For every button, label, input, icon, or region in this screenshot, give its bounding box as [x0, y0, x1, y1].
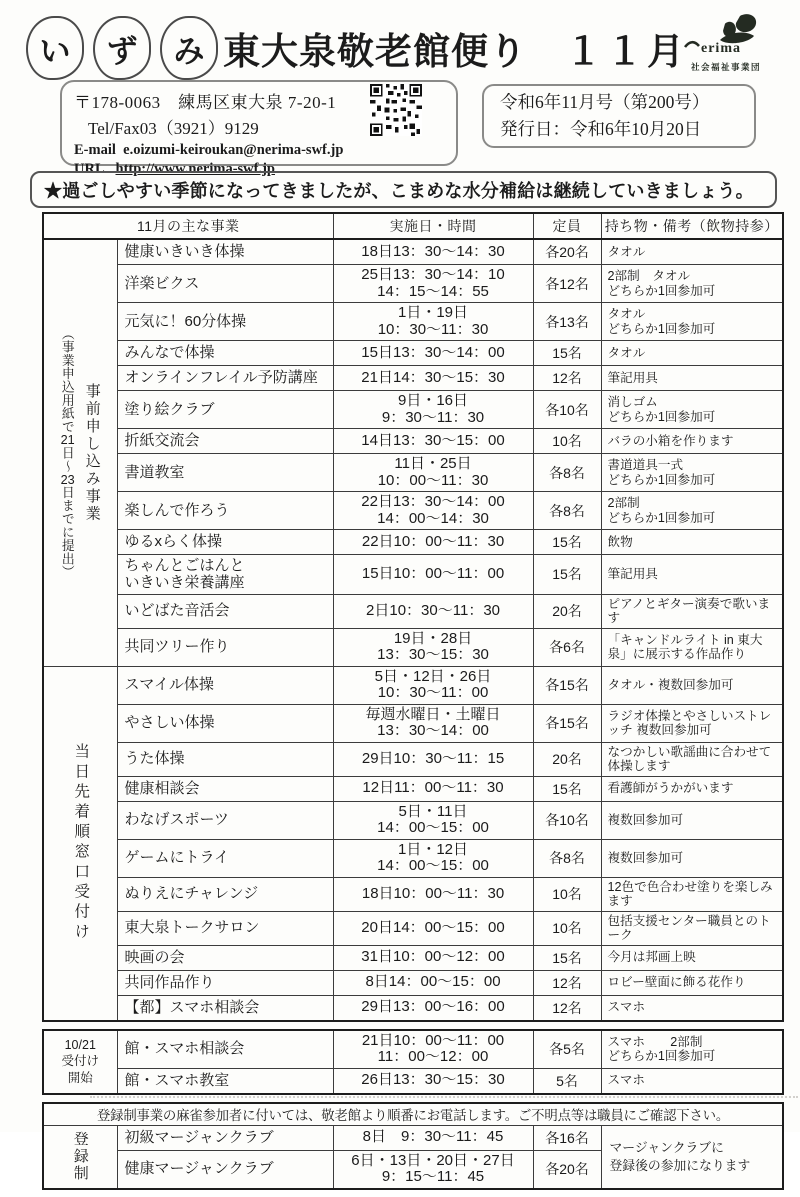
- email-line: [74, 142, 446, 159]
- program-name-cell: 共同作品作り: [117, 970, 333, 995]
- notes-cell: なつかしい歌謡曲に合わせて体操します: [601, 742, 783, 776]
- capacity-cell: 20名: [533, 742, 601, 776]
- header-notes: 持ち物・備考（飲物持参）: [601, 213, 783, 239]
- table-row: [43, 454, 783, 492]
- notes-cell: 筆記用具: [601, 366, 783, 391]
- schedule-cell: 22日10：00～11：30: [333, 530, 533, 555]
- capacity-cell: 各15名: [533, 666, 601, 704]
- issue-edition: 令和6年11月号（第200号）: [500, 91, 710, 112]
- schedule-cell: 21日10：00～11：00 11：00～12：00: [333, 1030, 533, 1069]
- capacity-cell: 10名: [533, 877, 601, 911]
- section-label-registration: [43, 1125, 117, 1189]
- capacity-cell: 12名: [533, 970, 601, 995]
- table-row: [43, 530, 783, 555]
- seasonal-notice: ★過ごしやすい季節になってきましたが、こまめな水分補給は継続していきましょう。: [30, 171, 777, 208]
- notes-cell: スマホ: [601, 995, 783, 1021]
- notes-cell: 複数回参加可: [601, 801, 783, 839]
- program-name-cell: ゲームにトライ: [117, 839, 333, 877]
- notes-cell: 包括支援センター職員とのトーク: [601, 911, 783, 945]
- notes-cell: タオル・複数回参加可: [601, 666, 783, 704]
- schedule-cell: 18日10：00～11：30: [333, 877, 533, 911]
- section-label-wrap: [44, 327, 117, 579]
- note-row: [43, 1103, 783, 1126]
- schedule-cell: 26日13：30～15：30: [333, 1068, 533, 1094]
- section-label-wrap: [44, 743, 117, 943]
- program-name-cell: ちゃんとごはんと いきいき栄養講座: [117, 555, 333, 595]
- schedule-cell: 8日14：00～15：00: [333, 970, 533, 995]
- table-row: [43, 1030, 783, 1069]
- schedule-cell: 2日10：30～11：30: [333, 594, 533, 628]
- capacity-cell: 各8名: [533, 492, 601, 530]
- issue-published-date: 発行日：令和6年10月20日: [500, 119, 702, 139]
- capacity-cell: 12名: [533, 366, 601, 391]
- notes-cell: 書道道具一式 どちらか1回参加可: [601, 454, 783, 492]
- program-name-cell: 共同ツリー作り: [117, 628, 333, 666]
- capacity-cell: 各15名: [533, 704, 601, 742]
- table-row: [43, 265, 783, 303]
- nerima-logo: [678, 14, 774, 73]
- reception-start-table: [42, 1029, 784, 1095]
- capacity-cell: 5名: [533, 1068, 601, 1094]
- schedule-tables: [42, 212, 782, 1197]
- postal-address: 〒178-0063 練馬区東大泉 7-20-1: [74, 93, 337, 112]
- table-row: [43, 839, 783, 877]
- program-name-cell: 折紙交流会: [117, 429, 333, 454]
- program-name-cell: 映画の会: [117, 945, 333, 970]
- notes-cell: 2部制 タオル どちらか1回参加可: [601, 265, 783, 303]
- tulip-logo-icon: [680, 14, 772, 58]
- capacity-cell: 10名: [533, 911, 601, 945]
- program-name-cell: 東大泉トークサロン: [117, 911, 333, 945]
- schedule-cell: 12日11：00～11：30: [333, 776, 533, 801]
- main-program-table: [42, 212, 784, 1022]
- schedule-cell: 29日10：30～11：15: [333, 742, 533, 776]
- registration-note: 登録制事業の麻雀参加者に付いては、敬老館より順番にお電話します。ご不明点等は職員にご確認下さい。: [43, 1103, 783, 1126]
- schedule-cell: 14日13：30～15：00: [333, 429, 533, 454]
- capacity-cell: 各6名: [533, 628, 601, 666]
- table-row: [43, 704, 783, 742]
- page-title: 東大泉敬老館便り: [223, 32, 527, 73]
- header-capacity: 定員: [533, 213, 601, 239]
- program-name-cell: 館・スマホ相談会: [117, 1030, 333, 1069]
- schedule-cell: 18日13：30～14：30: [333, 239, 533, 265]
- capacity-cell: 15名: [533, 555, 601, 595]
- section-title: 登録制: [71, 1131, 89, 1182]
- schedule-cell: 1日・19日 10：30～11：30: [333, 303, 533, 341]
- capacity-cell: 各10名: [533, 391, 601, 429]
- notes-cell: 看護師がうかがいます: [601, 776, 783, 801]
- table-row: [43, 970, 783, 995]
- program-name-cell: ゆるxらく体操: [117, 530, 333, 555]
- section-title: 当日先着順窓口受付け: [72, 743, 90, 943]
- section-title: 事前申し込み事業: [83, 382, 101, 523]
- url-label: URL: [74, 161, 105, 177]
- capacity-cell: 各20名: [533, 1150, 601, 1189]
- program-name-cell: 元気に！60分体操: [117, 303, 333, 341]
- schedule-cell: 29日13：00～16：00: [333, 995, 533, 1021]
- table-row: [43, 945, 783, 970]
- table-row: [43, 877, 783, 911]
- program-name-cell: スマイル体操: [117, 666, 333, 704]
- notes-cell: タオル どちらか1回参加可: [601, 303, 783, 341]
- capacity-cell: 各20名: [533, 239, 601, 265]
- circled-char-mi: み: [160, 16, 218, 80]
- program-name-cell: いどばた音活会: [117, 594, 333, 628]
- program-name-cell: 塗り絵クラブ: [117, 391, 333, 429]
- circled-char-zu: ず: [93, 16, 151, 80]
- perforation-line: [90, 1096, 798, 1098]
- table-row: [43, 492, 783, 530]
- notes-cell: 複数回参加可: [601, 839, 783, 877]
- program-name-cell: うた体操: [117, 742, 333, 776]
- table-row: [43, 594, 783, 628]
- table-row: [43, 341, 783, 366]
- schedule-cell: 15日13：30～14：00: [333, 341, 533, 366]
- program-name-cell: 健康マージャンクラブ: [117, 1150, 333, 1189]
- program-name-cell: 健康相談会: [117, 776, 333, 801]
- program-name-cell: やさしい体操: [117, 704, 333, 742]
- program-name-cell: 書道教室: [117, 454, 333, 492]
- registration-table: [42, 1102, 784, 1190]
- logo-subtitle: 社会福祉事業団: [690, 62, 761, 72]
- program-name-cell: オンラインフレイル予防講座: [117, 366, 333, 391]
- capacity-cell: 各12名: [533, 265, 601, 303]
- qr-code: [370, 84, 422, 136]
- program-name-cell: 【都】スマホ相談会: [117, 995, 333, 1021]
- capacity-cell: 各13名: [533, 303, 601, 341]
- program-name-cell: みんなで体操: [117, 341, 333, 366]
- table-row: [43, 1068, 783, 1094]
- tel-fax: Tel/Fax03（3921）9129: [88, 119, 259, 138]
- table-row: [43, 742, 783, 776]
- program-name-cell: 健康いきいき体操: [117, 239, 333, 265]
- notes-cell: 飲物: [601, 530, 783, 555]
- notes-cell: 筆記用具: [601, 555, 783, 595]
- table-row: [43, 555, 783, 595]
- capacity-cell: 各8名: [533, 839, 601, 877]
- program-name-cell: わなげスポーツ: [117, 801, 333, 839]
- schedule-cell: 6日・13日・20日・27日 9：15～11：45: [333, 1150, 533, 1189]
- email-address: e.oizumi-keiroukan@nerima-swf.jp: [123, 142, 344, 158]
- schedule-cell: 5日・11日 14：00～15：00: [333, 801, 533, 839]
- schedule-cell: 5日・12日・26日 10：30～11：00: [333, 666, 533, 704]
- table-row: [43, 911, 783, 945]
- capacity-cell: 20名: [533, 594, 601, 628]
- capacity-cell: 15名: [533, 945, 601, 970]
- table-row: [43, 995, 783, 1021]
- table-row: [43, 801, 783, 839]
- notes-cell: バラの小箱を作ります: [601, 429, 783, 454]
- capacity-cell: 15名: [533, 530, 601, 555]
- section-label-same-day: [43, 666, 117, 1021]
- capacity-cell: 各10名: [533, 801, 601, 839]
- capacity-cell: 15名: [533, 341, 601, 366]
- capacity-cell: 各16名: [533, 1125, 601, 1150]
- program-name-cell: 洋楽ビクス: [117, 265, 333, 303]
- circled-char-i: い: [26, 16, 84, 80]
- notes-cell: 12色で色合わせ塗りを楽しみます: [601, 877, 783, 911]
- header-datetime: 実施日・時間: [333, 213, 533, 239]
- notes-cell: スマホ: [601, 1068, 783, 1094]
- notes-cell: 「キャンドルライト in 東大泉」に展示する作品作り: [601, 628, 783, 666]
- notes-cell: 今月は邦画上映: [601, 945, 783, 970]
- svg-text:erima: erima: [701, 41, 741, 56]
- notes-cell: スマホ 2部制 どちらか1回参加可: [601, 1030, 783, 1069]
- capacity-cell: 各8名: [533, 454, 601, 492]
- website-url[interactable]: http://www.nerima-swf.jp: [115, 161, 275, 177]
- table-row: [43, 391, 783, 429]
- capacity-cell: 10名: [533, 429, 601, 454]
- schedule-cell: 11日・25日 10：00～11：30: [333, 454, 533, 492]
- shared-notes-cell: マージャンクラブに 登録後の参加になります: [601, 1125, 783, 1189]
- table-row: [43, 429, 783, 454]
- notes-cell: タオル: [601, 341, 783, 366]
- program-name-cell: 楽しんで作ろう: [117, 492, 333, 530]
- schedule-cell: 19日・28日 13：30～15：30: [333, 628, 533, 666]
- schedule-cell: 毎週水曜日・土曜日 13：30～14：00: [333, 704, 533, 742]
- table-row: [43, 303, 783, 341]
- section-label-wrap: [44, 1131, 117, 1182]
- masthead: [26, 16, 688, 80]
- notes-cell: 2部制 どちらか1回参加可: [601, 492, 783, 530]
- program-name-cell: 初級マージャンクラブ: [117, 1125, 333, 1150]
- notes-cell: ピアノとギター演奏で歌います: [601, 594, 783, 628]
- table-row: [43, 1125, 783, 1150]
- table-row: [43, 776, 783, 801]
- schedule-cell: 21日14：30～15：30: [333, 366, 533, 391]
- schedule-cell: 9日・16日 9：30～11：30: [333, 391, 533, 429]
- capacity-cell: 15名: [533, 776, 601, 801]
- notes-cell: タオル: [601, 239, 783, 265]
- schedule-cell: 8日 9：30～11：45: [333, 1125, 533, 1150]
- schedule-cell: 25日13：30～14：10 14：15～14：55: [333, 265, 533, 303]
- schedule-cell: 31日10：00～12：00: [333, 945, 533, 970]
- section-label-reception: [43, 1030, 117, 1094]
- section-sublabel: （事業申込用紙で21日～23日までに提出）: [59, 326, 75, 579]
- notes-cell: 消しゴム どちらか1回参加可: [601, 391, 783, 429]
- program-name-cell: ぬりえにチャレンジ: [117, 877, 333, 911]
- schedule-cell: 22日13：30～14：00 14：00～14：30: [333, 492, 533, 530]
- notes-cell: ラジオ体操とやさしいストレッチ 複数回参加可: [601, 704, 783, 742]
- program-name-cell: 館・スマホ教室: [117, 1068, 333, 1094]
- schedule-cell: 1日・12日 14：00～15：00: [333, 839, 533, 877]
- header-program: 11月の主な事業: [43, 213, 333, 239]
- table-row: [43, 239, 783, 265]
- table-row: [43, 366, 783, 391]
- table-row: [43, 666, 783, 704]
- issue-box: [482, 84, 756, 148]
- table-row: [43, 628, 783, 666]
- capacity-cell: 各5名: [533, 1030, 601, 1069]
- issue-month: １１月: [565, 32, 688, 73]
- schedule-cell: 15日10：00～11：00: [333, 555, 533, 595]
- email-label: E-mail: [74, 142, 116, 158]
- notes-cell: ロビー壁面に飾る花作り: [601, 970, 783, 995]
- section-title: 10/21 受付け 開始: [61, 1038, 99, 1085]
- section-label-advance: [43, 239, 117, 666]
- capacity-cell: 12名: [533, 995, 601, 1021]
- schedule-cell: 20日14：00～15：00: [333, 911, 533, 945]
- table-header-row: [43, 213, 783, 239]
